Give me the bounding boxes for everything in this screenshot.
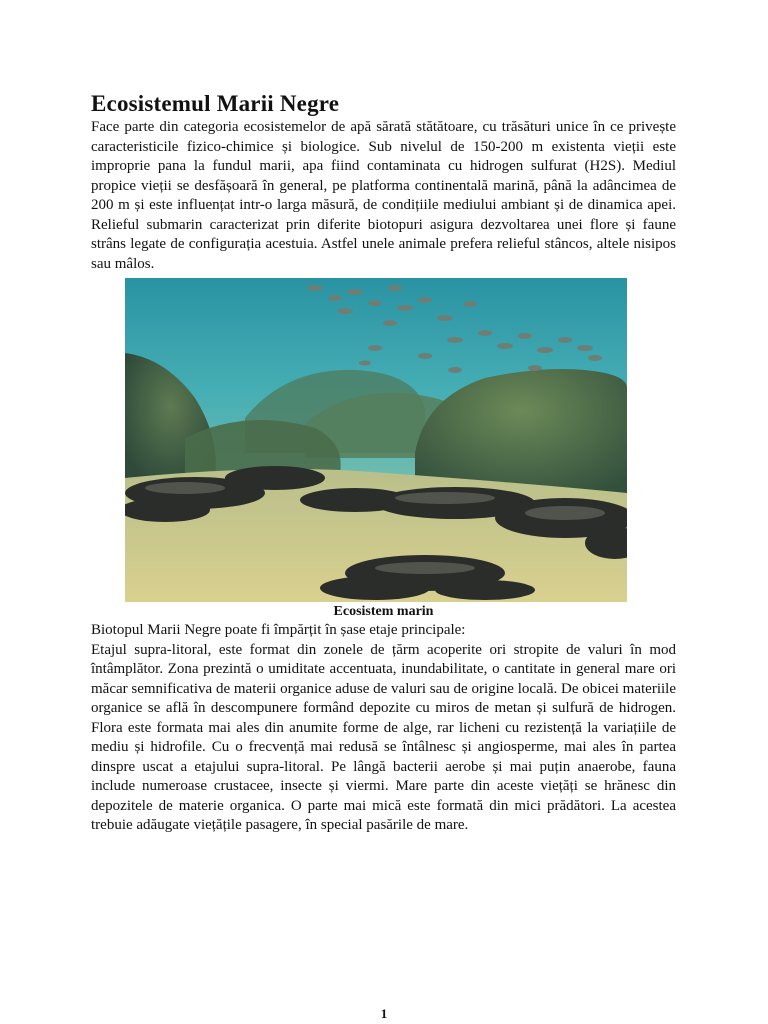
document-page <box>91 90 676 836</box>
underwater-seabed-photo <box>125 278 627 602</box>
etaj-paragraph: Etajul supra-litoral, este format din zonele de țărm acoperite ori stropite de valuri în mod întâmplător. Zona prezintă o umiditate accentuata, inundabilitate, o cantitate in general mare ori măcar semnificativa de materii organice aduse de valuri sau de origine locală. De obicei materiile organice se află în descompunere formând depozite cu miros de metan și sulfură de hidrogen. Flora este formata mai ales din anumite forme de alge, rar licheni cu rezistență la variațiile de mediu și hidrofile. Cu o frecvență mai redusă se întâlnesc și angiosperme, mai ales în partea dinspre uscat a etajului supra-litoral. Pe lângă bacterii aerobe și mai puțin anaerobe, fauna include numeroase crustacee, insecte și viermi. Mare parte din aceste viețăți se hrănesc din depozitele de materie organica. O parte mai mică este formată din mici prădători. La acestea trebuie adăugate viețățile pasagere, în special pasările de mare. <box>91 641 676 833</box>
intro-paragraph: Face parte din categoria ecosistemelor de apă sărată stătătoare, cu trăsături unice în ce privește caracteristicile fizico-chimice și biologice. Sub nivelul de 150-200 m existenta vieții este improprie pana la fundul marii, apa fiind contaminata cu hidrogen sulfurat (H2S). Mediul propice vieții se desfășoară în general, pe platforma continentală marină, până la adâncimea de 200 m și este influențat intr-o larga măsură, de condițiile mediului ambiant și de dinamica apei. Relieful submarin caracterizat prin diferite biotopuri asigura dezvoltarea unei flore și faune strâns legate de configurația acestuia. Astfel unele animale prefera relieful stâncos, altele nisipos sau mâlos. <box>91 119 676 272</box>
figure-caption: Ecosistem marin <box>333 604 434 619</box>
page-number: 1 <box>380 1006 388 1021</box>
biotop-intro: Biotopul Marii Negre poate fi împărțit în șase etaje principale: <box>91 622 466 638</box>
document-title: Ecosistemul Marii Negre <box>91 91 340 116</box>
